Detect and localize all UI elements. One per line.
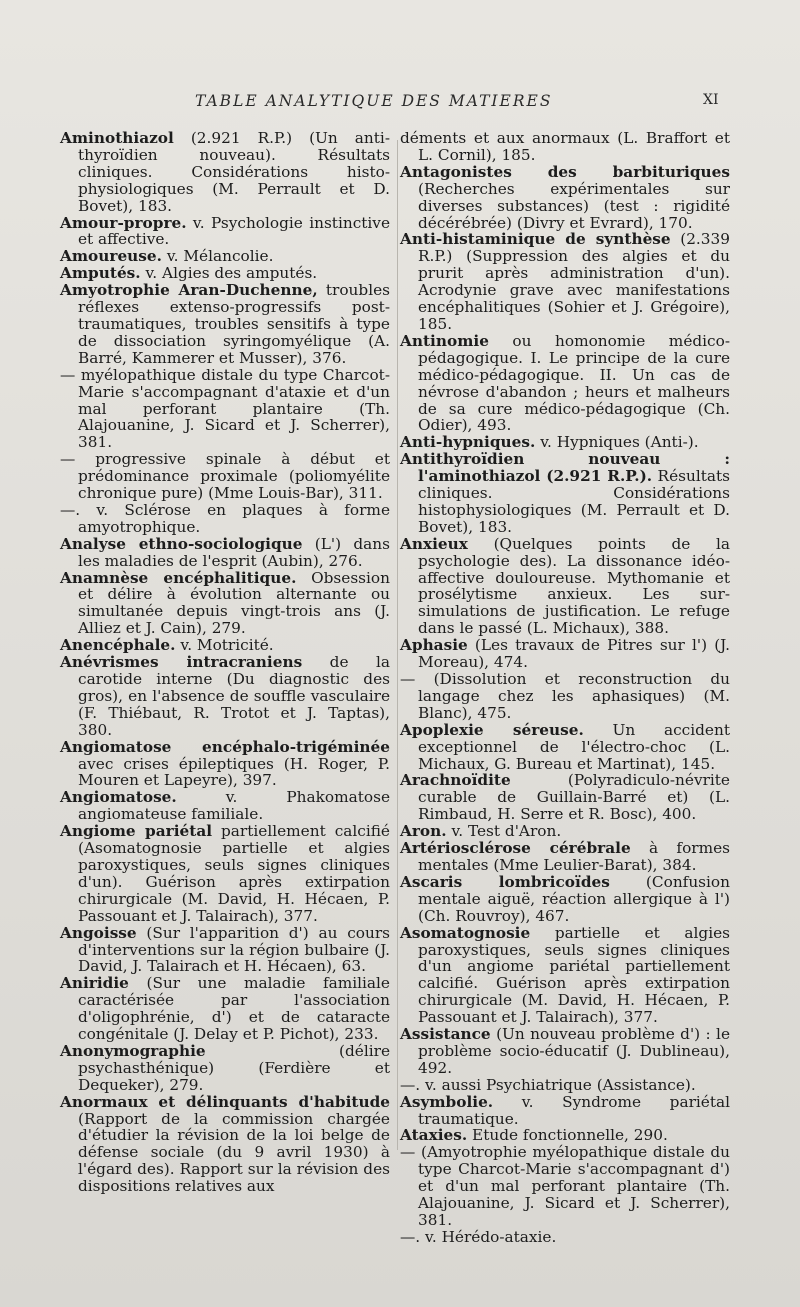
index-entry: [400, 823, 730, 840]
entry-headword: Aron.: [400, 822, 447, 841]
entry-headword: Assistance: [400, 1025, 491, 1044]
index-entry: [400, 1229, 730, 1246]
entry-headword: Anévrismes intracraniens: [60, 653, 303, 672]
entry-headword: Aminothiazol: [60, 129, 174, 147]
entry-text: — (Dissolution et reconstruction du langage chez les aphasiques) (M. Blanc), 475.: [400, 670, 730, 722]
index-entry: [400, 722, 730, 773]
entry-text: — (Amyotrophie myélopathique distale du type Charcot-Marie s'accompagnant d') et d'un mal perforant plantaire (Th. Alajouanine, J. Sicard et J. Scherrer), 381.: [400, 1143, 730, 1229]
index-entry: [60, 654, 390, 739]
entry-headword: Anonymographie: [60, 1041, 206, 1060]
entry-text: (Sur l'apparition d') au cours d'interventions sur la région bulbaire (J. David, J. Talairach et H. Hécaen), 63.: [78, 923, 390, 976]
page-number: XI: [703, 92, 719, 108]
index-entry: [400, 333, 730, 434]
entry-text: (Polyradiculo-névrite curable de Guillain-Barré et) (L. Rimbaud, H. Serre et R. Bosc), 400.: [418, 771, 730, 824]
entry-headword: Amoureuse.: [60, 247, 162, 266]
entry-headword: Anamnèse encéphalitique.: [60, 568, 297, 587]
index-entry: [60, 536, 390, 570]
entry-headword: Antagonistes des barbituriques: [400, 162, 730, 181]
entry-text: à formes mentales (Mme Leulier-Barat), 384.: [418, 839, 730, 874]
index-entry: [400, 434, 730, 451]
index-entry: [400, 536, 730, 637]
index-entry: [60, 451, 390, 502]
index-entry: [400, 874, 730, 925]
column-divider: [397, 140, 398, 1150]
index-entry: [60, 367, 390, 452]
entry-text: avec crises épileptiques (H. Roger, P. Mouren et Lapeyre), 397.: [78, 754, 390, 790]
entry-headword: Angiomatose.: [60, 788, 177, 807]
entry-headword: Amputés.: [60, 264, 141, 283]
entry-headword: Angiome pariétal: [60, 822, 213, 841]
entry-text: Etude fonctionnelle, 290.: [467, 1126, 668, 1145]
index-entry: [400, 1026, 730, 1077]
entry-headword: Apoplexie séreuse.: [400, 720, 584, 739]
entry-text: v. Motricité.: [175, 636, 274, 655]
index-entry: [60, 265, 390, 282]
entry-text: (2.339 R.P.) (Suppression des algies et du prurit après administration d'un). Acrodynie grave avec manifestations encéphalitiques (Sohier et J. Grégoire), 185.: [418, 230, 730, 333]
entry-text: (délire psychasthénique) (Ferdière et Dequeker), 279.: [78, 1041, 390, 1094]
entry-headword: Angiomatose encéphalo-trigéminée: [60, 737, 390, 756]
entry-text: (Quelques points de la psychologie des). La dissonance idéo-affective douloureuse. Mythomanie et prosélytisme anxieux. Les sur-simulations de justification. Le refuge dans le passé (L. Michaux), 388.: [418, 534, 730, 638]
entry-text: (Sur une maladie familiale caractérisée par l'association d'oligophrénie, d') et de cataracte congénitale (J. Delay et P. Pichot), 233.: [78, 974, 390, 1044]
entry-headword: Asomatognosie: [400, 923, 531, 942]
index-entry: [400, 1144, 730, 1229]
entry-headword: Artériosclérose cérébrale: [400, 839, 631, 858]
index-entry: [60, 975, 390, 1043]
entry-headword: Aphasie: [400, 636, 468, 655]
entry-text: déments et aux anormaux (L. Braffort et L. Cornil), 185.: [400, 129, 730, 164]
entry-headword: Anormaux et délinquants d'habitude: [60, 1092, 390, 1111]
entry-headword: Amyotrophie Aran-Duchenne,: [60, 281, 318, 300]
entry-headword: Amour-propre.: [60, 213, 187, 232]
entry-headword: Antinomie: [400, 331, 489, 350]
entry-text: (Les travaux de Pitres sur l') (J. Moreau), 474.: [418, 636, 730, 672]
index-entry: [60, 925, 390, 976]
entry-text: (Confusion mentale aiguë, réaction allergique à l') (Ch. Rouvroy), 467.: [418, 872, 730, 925]
entry-text: (2.921 R.P.) (Un anti-thyroïdien nouveau). Résultats cliniques. Considérations histo-physiologiques (M. Perrault et D. Bovet), 183.: [78, 129, 390, 215]
index-entry: [60, 1094, 390, 1195]
entry-text: —. v. aussi Psychiatrique (Assistance).: [400, 1075, 696, 1094]
entry-text: v. Psychologie instinctive et affective.: [78, 213, 390, 249]
entry-headword: Angoisse: [60, 923, 137, 942]
index-entry: [400, 925, 730, 1026]
entry-text: —. v. Sclérose en plaques à forme amyotrophique.: [60, 500, 390, 536]
page-header: [0, 92, 800, 116]
index-entry: [400, 772, 730, 823]
index-entry: [60, 823, 390, 924]
entry-text: Obsession et délire à évolution alternante ou simultanée depuis vingt-trois ans (J. Alliez et J. Cain), 279.: [78, 568, 390, 638]
index-entry: [60, 739, 390, 790]
entry-text: — progressive spinale à début et prédominance proximale (poliomyélite chronique pure) (Mme Louis-Bar), 311.: [60, 450, 390, 503]
entry-headword: Arachnoïdite: [400, 771, 511, 790]
entry-text: v. Mélancolie.: [161, 247, 274, 266]
entry-text: Un accident exceptionnel de l'électro-choc (L. Michaux, G. Bureau et Martinat), 145.: [418, 720, 730, 773]
index-entry: [60, 502, 390, 536]
entry-text: (L') dans les maladies de l'esprit (Aubin), 276.: [78, 534, 391, 570]
index-column-right: [400, 130, 730, 1246]
entry-text: Résultats cliniques. Considérations histophysiologiques (M. Perrault et D. Bovet), 183.: [418, 467, 730, 536]
index-entry: [60, 1043, 390, 1094]
entry-headword: Anencéphale.: [60, 636, 176, 655]
entry-text: v. Phakomatose angiomateuse familiale.: [78, 788, 390, 824]
index-entry: [60, 282, 390, 367]
running-title: TABLE ANALYTIQUE DES MATIERES: [195, 92, 553, 110]
index-entry: [400, 1077, 730, 1094]
index-entry: [400, 1094, 730, 1128]
entry-text: partielle et algies paroxystiques, seuls signes cliniques d'un angiome pariétal partiellement calcifié. Guérison après extirpation chirurgicale (M. David, H. Hécaen, P. Passouant et J. Talairach), 377.: [418, 923, 730, 1027]
entry-text: ou homonomie médico-pédagogique. I. Le principe de la cure médico-pédagogique. II. Un cas de névrose d'abandon ; heurs et malheurs de sa cure médico-pédagogique (Ch. Odier), 493.: [418, 331, 730, 435]
index-entry: [60, 130, 390, 215]
index-entry: [400, 130, 730, 164]
entry-headword: Ascaris lombricoïdes: [400, 872, 610, 891]
index-entry: [400, 671, 730, 722]
entry-text: de la carotide interne (Du diagnostic des gros), en l'absence de souffle vasculaire (F. Thiébaut, R. Trotot et J. Taptas), 380.: [78, 653, 390, 739]
index-entry: [60, 789, 390, 823]
index-entry: [60, 248, 390, 265]
entry-text: (Un nouveau problème d') : le problème socio-éducatif (J. Dublineau), 492.: [418, 1025, 730, 1077]
index-column-left: [60, 130, 390, 1195]
index-entry: [400, 1127, 730, 1144]
index-entry: [60, 570, 390, 638]
index-entry: [60, 215, 390, 249]
entry-text: —. v. Hérédo-ataxie.: [400, 1227, 557, 1246]
entry-headword: Antithyroïdien nouveau : l'aminothiazol (2.921 R.P.).: [400, 450, 730, 486]
index-entry: [400, 840, 730, 874]
index-entry: [400, 164, 730, 232]
entry-text: (Rapport de la commission chargée d'étudier la révision de la loi belge de défense sociale (du 9 avril 1930) à l'égard des). Rapport sur la révision des dispositions relatives aux: [78, 1109, 390, 1196]
entry-text: troubles réflexes extenso-progressifs post-traumatiques, troubles sensitifs à type de dissociation syringomyélique (A. Barré, Kammerer et Musser), 376.: [78, 281, 390, 367]
entry-text: v. Hypniques (Anti-).: [535, 433, 699, 452]
entry-headword: Anti-hypniques.: [400, 433, 536, 452]
entry-text: partiellement calcifié (Asomatognosie partielle et algies paroxystiques, seuls signes cliniques d'un). Guérison après extirpation chirurgicale (M. David, H. Hécaen, P. Passouant et J. Talairach), 377.: [78, 822, 390, 925]
entry-text: v. Syndrome pariétal traumatique.: [418, 1092, 730, 1128]
entry-headword: Ataxies.: [400, 1126, 468, 1145]
index-entry: [400, 637, 730, 671]
entry-headword: Aniridie: [60, 974, 129, 993]
index-entry: [60, 637, 390, 654]
entry-text: v. Test d'Aron.: [446, 822, 562, 841]
entry-headword: Anxieux: [400, 534, 468, 553]
entry-headword: Analyse ethno-sociologique: [60, 534, 303, 553]
entry-text: — myélopathique distale du type Charcot-Marie s'accompagnant d'ataxie et d'un mal perforant plantaire (Th. Alajouanine, J. Sicard et J. Scherrer), 381.: [60, 365, 390, 452]
entry-headword: Asymbolie.: [400, 1092, 494, 1111]
index-entry: [400, 451, 730, 536]
entry-text: v. Algies des amputés.: [140, 264, 318, 283]
entry-headword: Anti-histaminique de synthèse: [400, 230, 671, 249]
index-entry: [400, 231, 730, 332]
entry-text: (Recherches expérimentales sur diverses substances) (test : rigidité décérébrée) (Divry et Evrard), 170.: [418, 179, 730, 232]
